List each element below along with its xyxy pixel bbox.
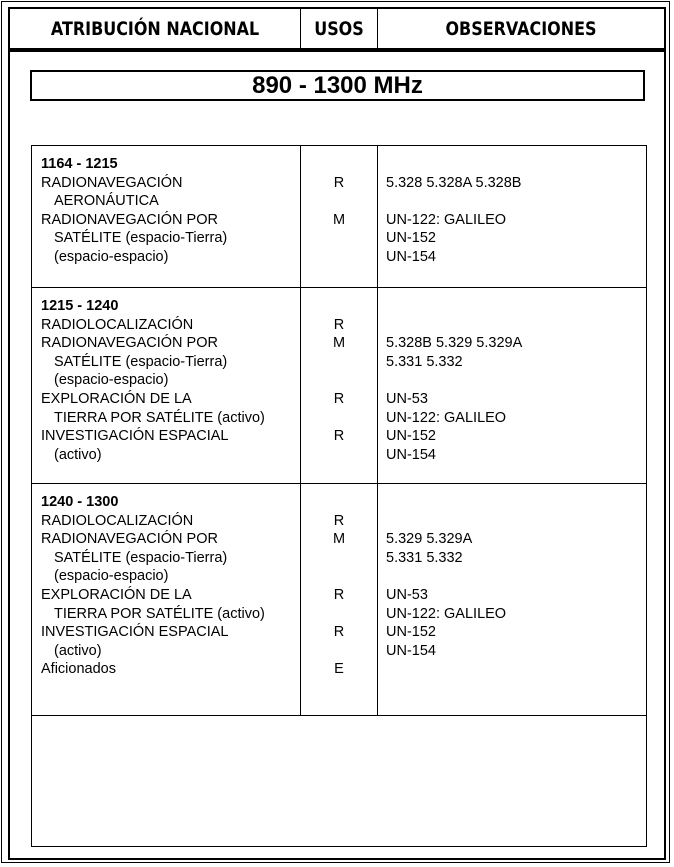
header-rule bbox=[10, 48, 664, 52]
observation-text: UN-152 bbox=[386, 624, 436, 641]
allocation-text: RADIONAVEGACIÓN POR bbox=[41, 531, 218, 548]
allocation-text: SATÉLITE (espacio-Tierra) bbox=[54, 549, 228, 566]
row-divider bbox=[32, 715, 646, 716]
observation-text: UN-152 bbox=[386, 230, 436, 247]
allocation-text: RADIONAVEGACIÓN POR bbox=[41, 211, 218, 228]
uso-code: M bbox=[332, 211, 346, 228]
frequency-range: 1215 - 1240 bbox=[41, 298, 119, 314]
uso-code: M bbox=[332, 335, 346, 352]
column-divider-usos bbox=[300, 146, 301, 715]
allocation-text: SATÉLITE (espacio-Tierra) bbox=[54, 353, 228, 370]
allocation-text: Aficionados bbox=[41, 661, 116, 678]
header-observaciones: OBSERVACIONES bbox=[445, 18, 597, 40]
uso-code: R bbox=[333, 391, 345, 407]
frequency-range: 1164 - 1215 bbox=[41, 156, 118, 172]
allocation-text: INVESTIGACIÓN ESPACIAL bbox=[41, 624, 229, 641]
allocation-text: (espacio-espacio) bbox=[54, 372, 169, 389]
allocation-text: (activo) bbox=[54, 642, 102, 659]
observation-text: UN-122: GALILEO bbox=[386, 211, 507, 228]
observation-text: 5.328 5.328A 5.328B bbox=[386, 174, 522, 191]
observation-text: UN-122: GALILEO bbox=[386, 409, 507, 426]
observation-text: UN-154 bbox=[386, 446, 436, 463]
uso-code: R bbox=[333, 316, 345, 333]
frequency-range: 1240 - 1300 bbox=[41, 494, 119, 510]
band-title: 890 - 1300 MHz bbox=[252, 72, 423, 99]
allocation-text: AERONÁUTICA bbox=[54, 193, 159, 210]
uso-code: R bbox=[333, 512, 345, 529]
observation-text: UN-154 bbox=[386, 642, 436, 659]
uso-code: R bbox=[333, 624, 345, 641]
allocation-text: (espacio-espacio) bbox=[54, 568, 169, 585]
allocation-text: SATÉLITE (espacio-Tierra) bbox=[54, 230, 228, 247]
observation-text: 5.331 5.332 bbox=[386, 353, 463, 370]
observation-text: 5.331 5.332 bbox=[386, 549, 463, 566]
uso-code: R bbox=[333, 428, 345, 445]
allocation-text: EXPLORACIÓN DE LA bbox=[41, 587, 192, 603]
observation-text: 5.328B 5.329 5.329A bbox=[386, 335, 523, 352]
allocation-text: TIERRA POR SATÉLITE (activo) bbox=[54, 409, 265, 426]
header-atribucion-nacional: ATRIBUCIÓN NACIONAL bbox=[50, 18, 260, 40]
allocation-text: INVESTIGACIÓN ESPACIAL bbox=[41, 428, 229, 445]
header-usos: USOS bbox=[314, 18, 364, 40]
observation-text: UN-154 bbox=[386, 249, 436, 265]
allocation-text: (espacio-espacio) bbox=[54, 249, 169, 265]
uso-code: E bbox=[334, 661, 344, 678]
allocation-text: EXPLORACIÓN DE LA bbox=[41, 391, 192, 407]
observation-text: UN-122: GALILEO bbox=[386, 605, 507, 622]
observation-text: 5.329 5.329A bbox=[386, 531, 473, 548]
column-divider-observaciones bbox=[377, 146, 378, 715]
band-title-box bbox=[30, 70, 645, 101]
allocation-text: RADIONAVEGACIÓN bbox=[41, 174, 183, 191]
uso-code: R bbox=[333, 174, 345, 191]
allocation-text: RADIONAVEGACIÓN POR bbox=[41, 335, 218, 352]
header-divider bbox=[377, 9, 378, 49]
observation-text: UN-152 bbox=[386, 428, 436, 445]
observation-text: UN-53 bbox=[386, 391, 428, 407]
allocation-text: TIERRA POR SATÉLITE (activo) bbox=[54, 605, 265, 622]
observation-text: UN-53 bbox=[386, 587, 428, 603]
uso-code: R bbox=[333, 587, 345, 603]
allocation-text: (activo) bbox=[54, 446, 102, 463]
row-divider bbox=[32, 483, 646, 484]
row-divider bbox=[32, 287, 646, 288]
header-divider bbox=[300, 9, 301, 49]
allocation-text: RADIOLOCALIZACIÓN bbox=[41, 512, 194, 529]
uso-code: M bbox=[332, 531, 346, 548]
allocation-text: RADIOLOCALIZACIÓN bbox=[41, 316, 194, 333]
